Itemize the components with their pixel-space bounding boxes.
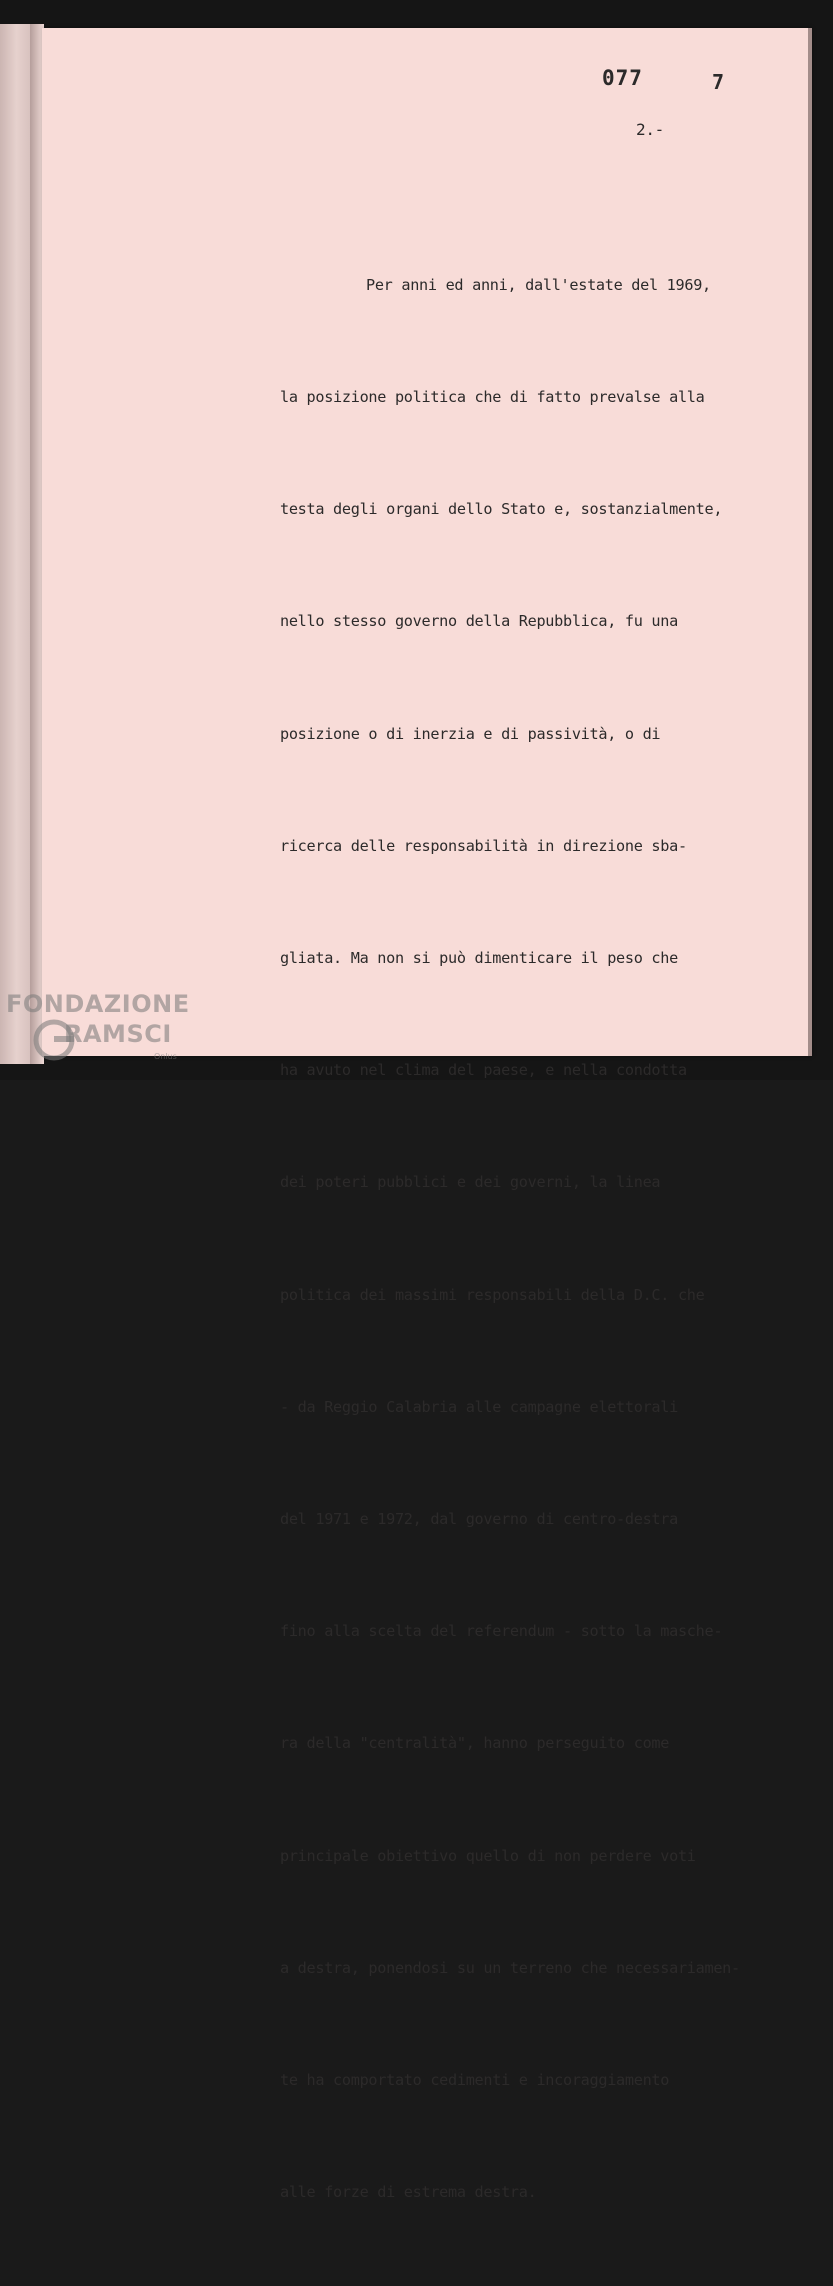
text-line: testa degli organi dello Stato e, sostanzialmente, bbox=[280, 500, 723, 519]
text-line: nello stesso governo della Repubblica, fu una bbox=[280, 612, 678, 631]
text-line: dei poteri pubblici e dei governi, la linea bbox=[280, 1173, 661, 1192]
text-line: ha avuto nel clima del paese, e nella condotta bbox=[280, 1061, 687, 1080]
folio-number: 077 bbox=[602, 66, 643, 90]
watermark-onlus: Onlus bbox=[154, 1052, 177, 1061]
text-line: alle forze di estrema destra. bbox=[280, 2183, 537, 2202]
watermark-line-1: FONDAZIONE bbox=[6, 990, 190, 1018]
text-line: Per anni ed anni, dall'estate del 1969, bbox=[366, 275, 711, 294]
text-line: la posizione politica che di fatto prevalse alla bbox=[280, 388, 705, 407]
watermark-logo bbox=[6, 990, 216, 1070]
text-line: gliata. Ma non si può dimenticare il peso che bbox=[280, 949, 678, 968]
left-page-edge bbox=[0, 24, 30, 1064]
page-number: 2.- bbox=[636, 120, 664, 139]
text-line: del 1971 e 1972, dal governo di centro-destra bbox=[280, 1510, 678, 1529]
text-line: ra della "centralità", hanno perseguito come bbox=[280, 1734, 670, 1753]
right-page-edge bbox=[808, 28, 812, 1056]
text-line: posizione o di inerzia e di passività, o di bbox=[280, 724, 661, 743]
text-line: te ha comportato cedimenti e incoraggiamento bbox=[280, 2071, 670, 2090]
text-line: politica dei massimi responsabili della D.C. che bbox=[280, 1285, 705, 1304]
folio-secondary-number: 7 bbox=[712, 70, 724, 94]
body-text bbox=[280, 192, 740, 2286]
text-line: - da Reggio Calabria alle campagne elettorali bbox=[280, 1397, 678, 1416]
text-line: ricerca delle responsabilità in direzione sba- bbox=[280, 836, 687, 855]
watermark-line-2: RAMSCI bbox=[64, 1020, 172, 1048]
text-line: a destra, ponendosi su un terreno che necessariamen- bbox=[280, 1958, 740, 1977]
text-line: principale obiettivo quello di non perdere voti bbox=[280, 1846, 696, 1865]
text-line: fino alla scelta del referendum - sotto la masche- bbox=[280, 1622, 723, 1641]
